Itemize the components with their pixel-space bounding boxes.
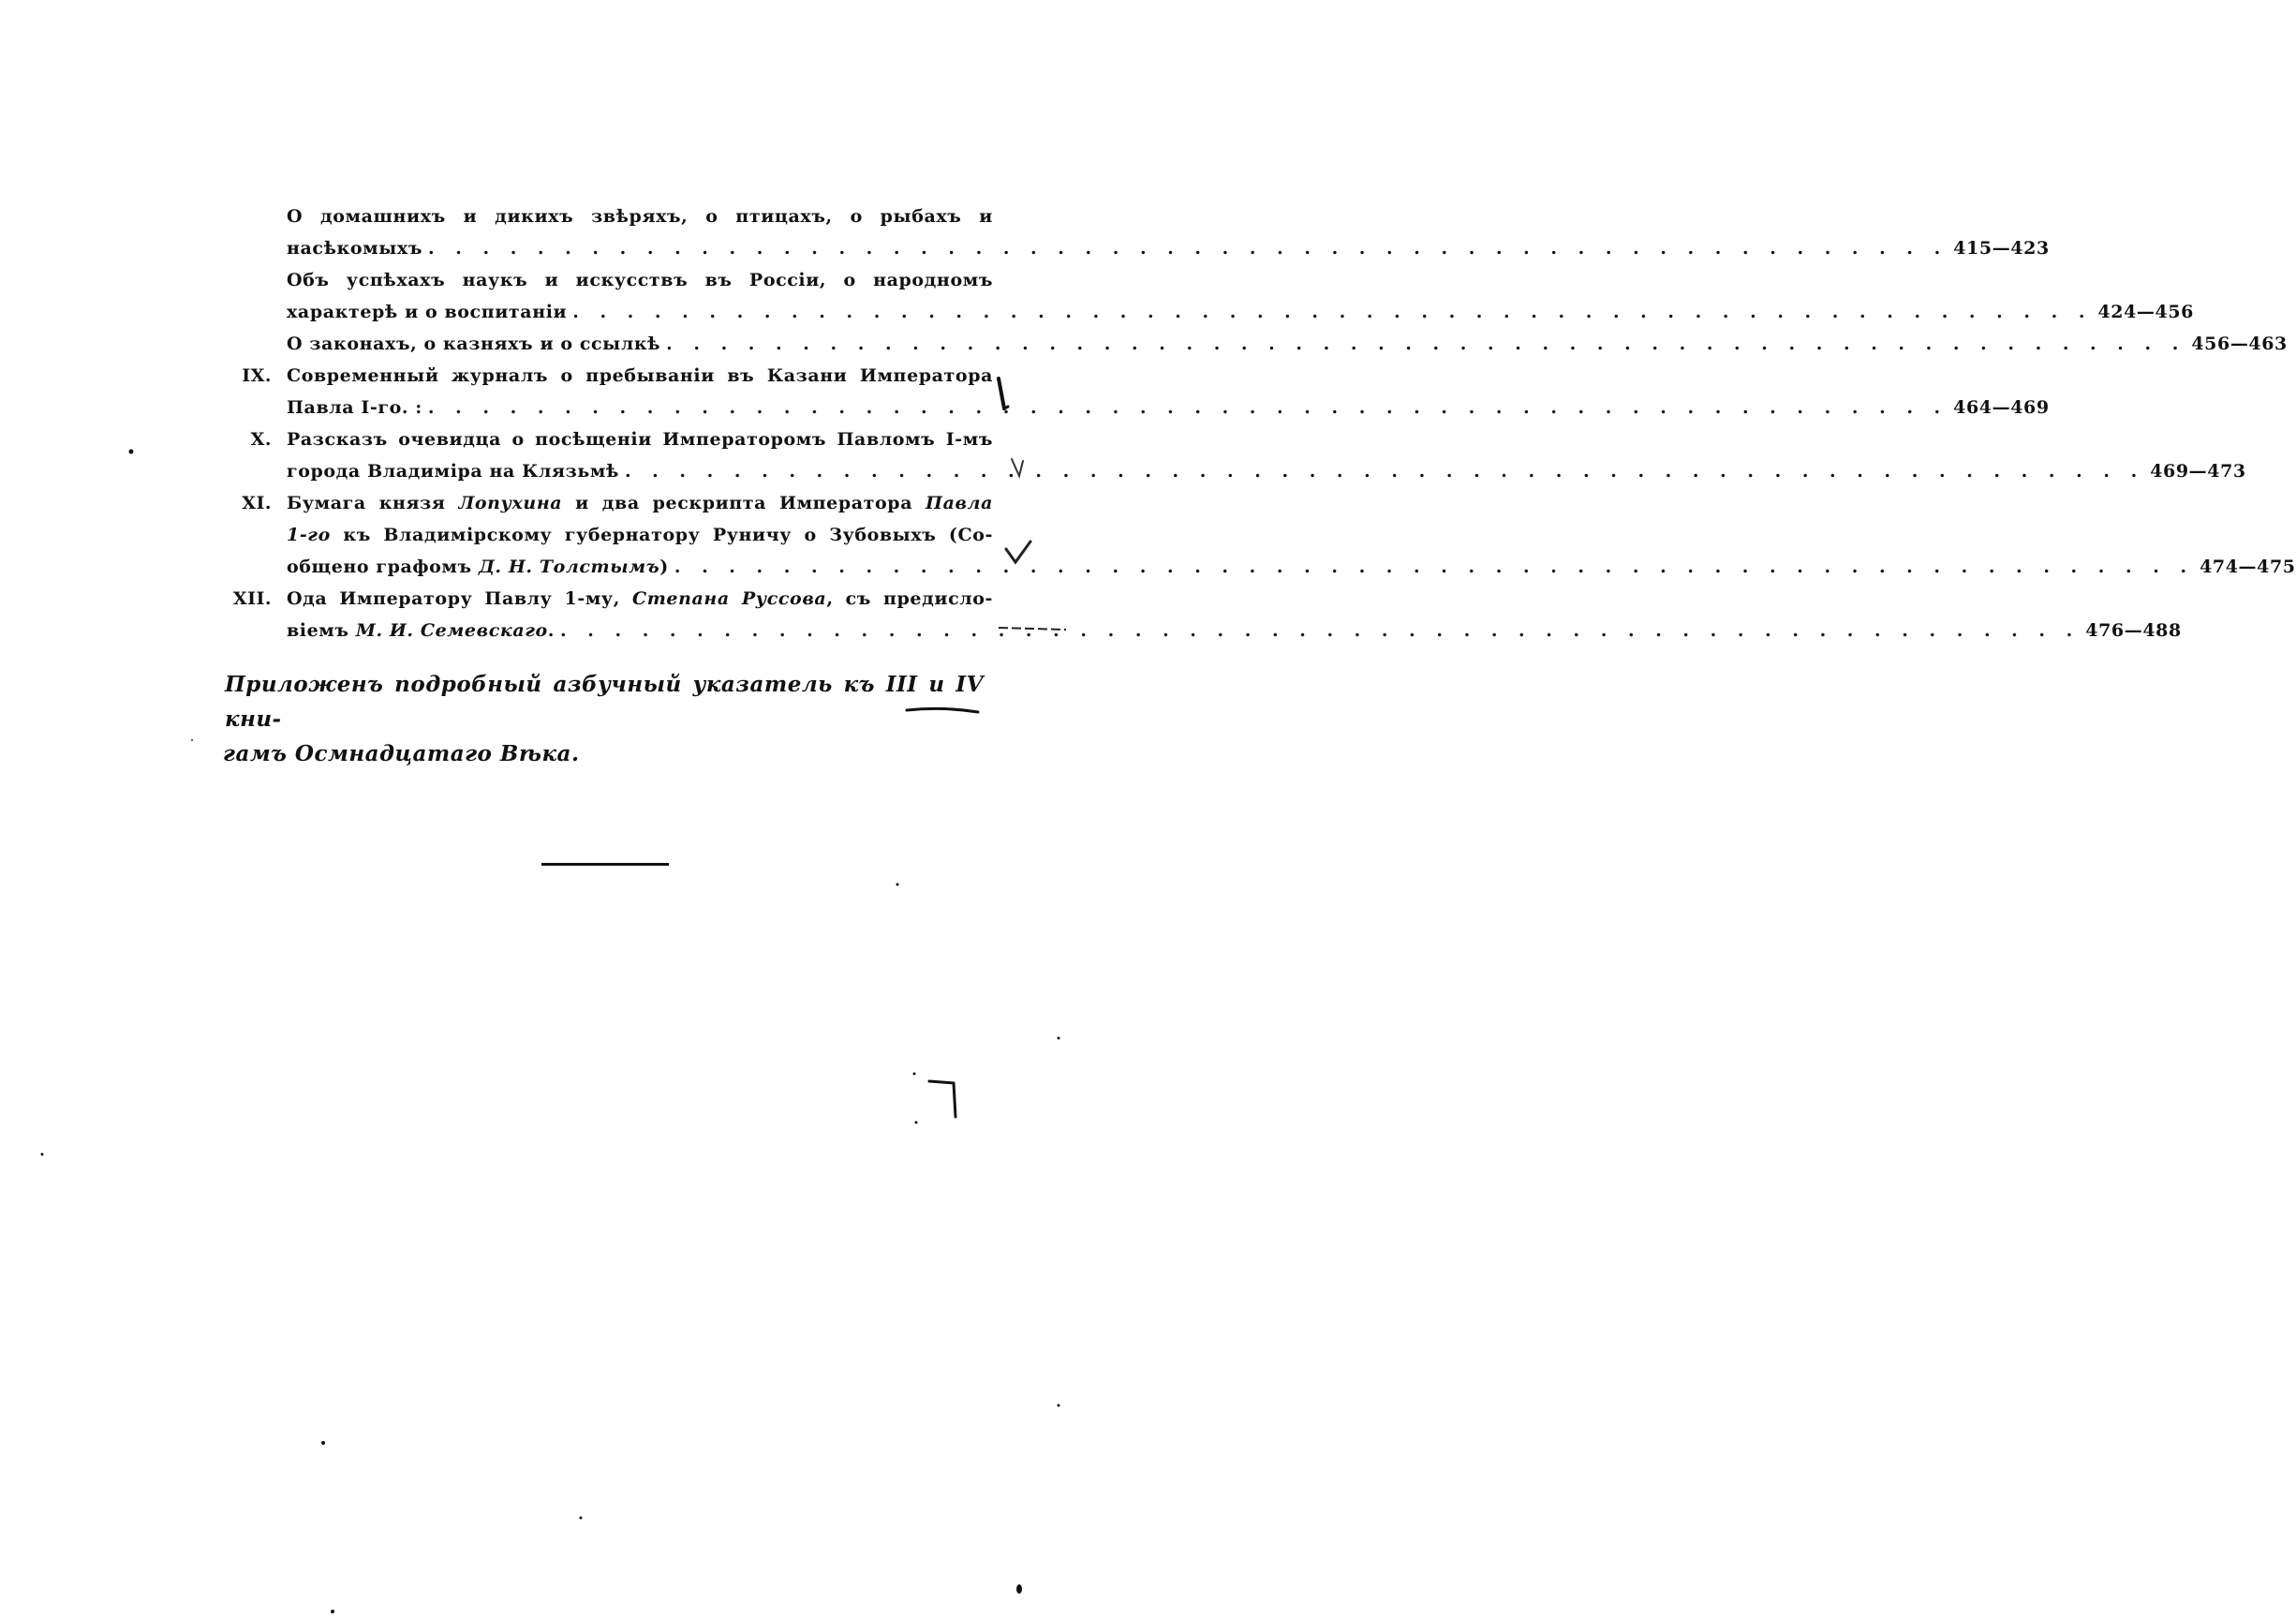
leader-dots: . . . . . . . . . . . . . . . . . . . . . . . . . . . . . . . . . . . . . . . . . . . . . . . . . . . . . . . . [624,461,2145,482]
appendix-note-line: Приложенъ подробный азбучный указатель къ III и IV кни- [225,672,984,732]
page-range: 469—473 [2150,461,2246,482]
ordinal: 1-го [287,525,331,545]
page-range: 415—423 [1953,238,2050,259]
toc-entry-text: . [547,620,555,641]
leader-dots: . . . . . . . . . . . . . . . . . . . . . . . . . . . . . . . . . . . . . . . . . . . . . . . . . . . . . . . . [428,238,1948,259]
paper-specks [0,0,1068,1619]
toc-entry-text: Объ успѣхахъ наукъ и искусствъ въ Россіи, о народномъ [287,270,993,290]
page-range: 424—456 [2097,302,2194,322]
toc-entry-text: насѣкомыхъ [287,238,422,259]
leader-dots: . . . . . . . . . . . . . . . . . . . . . . . . . . . . . . . . . . . . . . . . . . . . . . . . . . . . . . . . [674,557,2195,577]
leader-dots: . . . . . . . . . . . . . . . . . . . . . . . . . . . . . . . . . . . . . . . . . . . . . . . . . . . . . . . . [427,397,1948,418]
section-number: XI. [242,493,272,513]
section-number: X. [250,429,272,450]
appendix-note-line: гамъ Осмнадцатаго Вѣка. [223,741,580,766]
leader-dots: . . . . . . . . . . . . . . . . . . . . . . . . . . . . . . . . . . . . . . . . . . . . . . . . . . . . . . . . [560,620,2081,641]
toc-entry-text: Павла I-го. : [287,397,422,418]
toc-entry-text: О домашнихъ и дикихъ звѣряхъ, о птицахъ, о рыбахъ и [287,206,993,227]
toc-entry-text: къ Владимірскому губернатору Руничу о Зубовыхъ (Со- [330,525,993,545]
section-number: XII. [232,588,272,609]
toc-entry-text: общено графомъ [287,557,479,577]
toc-entry-text: , съ предисло- [826,588,994,609]
page-range: 476—488 [2085,620,2182,641]
toc-entry-text: Бумага князя [287,493,459,513]
author-name: Лопухина [458,493,563,513]
toc-entry-text: характерѣ и о воспитаніи [287,302,568,322]
toc-entry-text: Разсказъ очевидца о посѣщеніи Императоромъ Павломъ I-мъ [287,429,993,450]
section-number: IX. [242,365,272,386]
toc-entry-text: ) [659,557,669,577]
leader-dots: . . . . . . . . . . . . . . . . . . . . . . . . . . . . . . . . . . . . . . . . . . . . . . . . . . . . . . . . [666,334,2186,354]
emperor-name: Павла [926,493,993,513]
page-range: 464—469 [1953,397,2050,418]
toc-entry-text: Современный журналъ о пребываніи въ Казани Императора [287,365,993,386]
toc-entry-text: віемъ [287,620,356,641]
page-range: 474—475 [2200,557,2296,577]
toc-entry-text: О законахъ, о казняхъ и о ссылкѣ [287,334,661,354]
page-range: 456—463 [2191,334,2288,354]
toc-entry-text: Ода Императору Павлу 1-му, [287,588,632,609]
toc-entry-text: и два рескрипта Императора [562,493,926,513]
toc-entry-text: города Владиміра на Клязьмѣ [287,461,619,482]
leader-dots: . . . . . . . . . . . . . . . . . . . . . . . . . . . . . . . . . . . . . . . . . . . . . . . . . . . . . . . . [572,302,2093,322]
author-name: Степана Руссова [631,588,827,609]
author-name: М. И. Семевскаго [355,620,548,641]
author-name: Д. Н. Толстымъ [478,557,660,577]
